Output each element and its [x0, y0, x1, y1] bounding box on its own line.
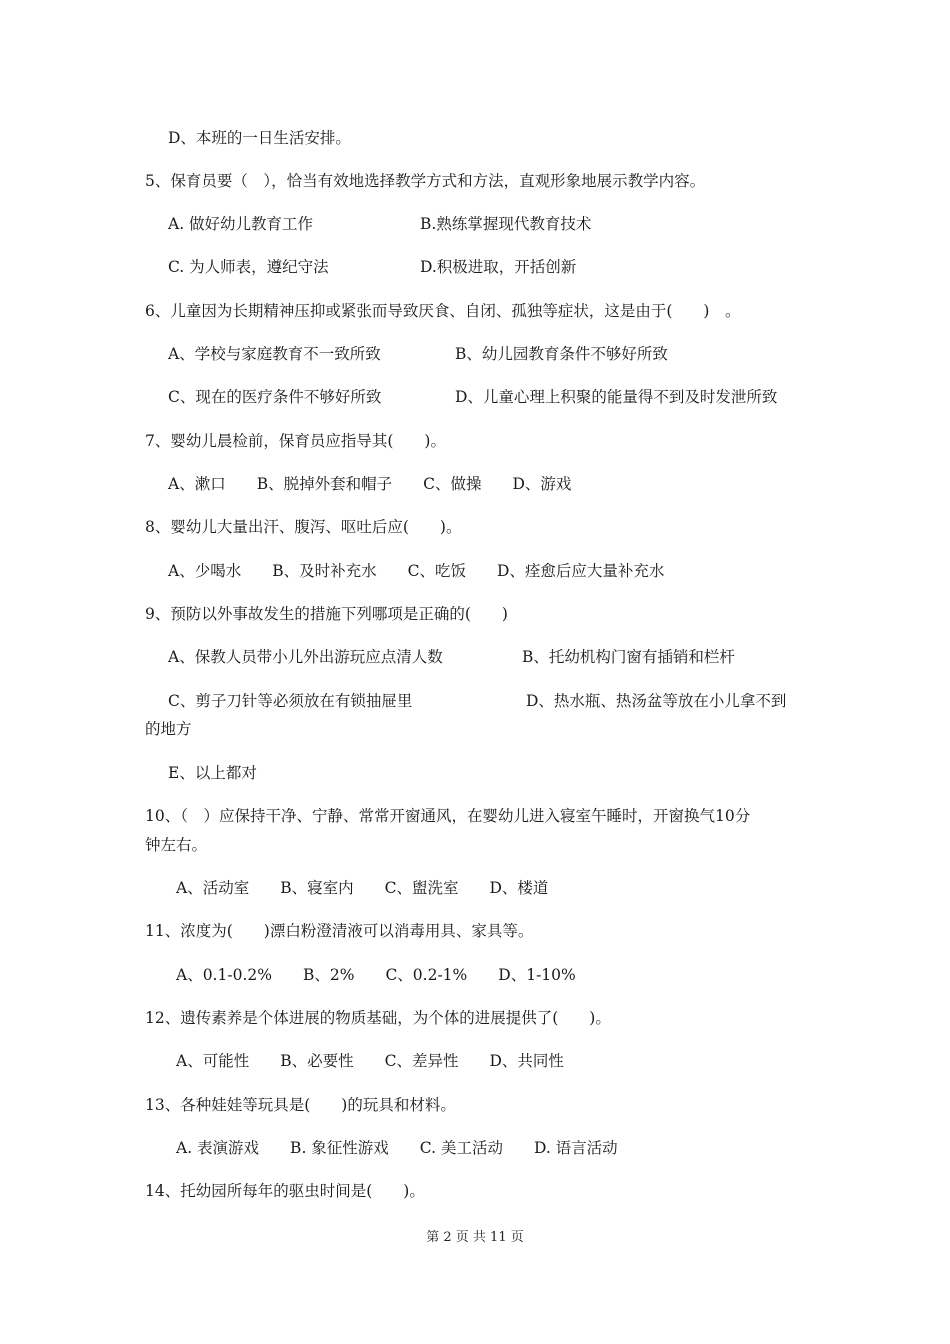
options-8: A、少喝水 B、及时补充水 C、吃饭 D、痊愈后应大量补充水	[168, 562, 665, 580]
option-9d-continued: 的地方	[145, 720, 192, 738]
question-8: 8、婴幼儿大量出汗、腹泻、呕吐后应( )。	[145, 518, 462, 536]
option-5b: B.熟练掌握现代教育技术	[420, 215, 592, 233]
question-12: 12、遗传素养是个体进展的物质基础，为个体的进展提供了( )。	[145, 1009, 611, 1027]
question-10-continued: 钟左右。	[145, 836, 208, 854]
option-6c: C、现在的医疗条件不够好所致	[168, 388, 382, 406]
page-footer: 第 2 页 共 11 页	[426, 1230, 524, 1245]
option-5c: C. 为人师表，遵纪守法	[168, 258, 329, 276]
option-6d: D、儿童心理上积聚的能量得不到及时发泄所致	[455, 388, 778, 406]
question-6: 6、儿童因为长期精神压抑或紧张而导致厌食、自闭、孤独等症状，这是由于( ) 。	[145, 302, 741, 320]
options-11: A、0.1-0.2% B、2% C、0.2-1% D、1-10%	[176, 966, 576, 984]
question-14: 14、托幼园所每年的驱虫时间是( )。	[145, 1182, 425, 1200]
options-7: A、漱口 B、脱掉外套和帽子 C、做操 D、游戏	[168, 475, 572, 493]
question-7: 7、婴幼儿晨检前，保育员应指导其( )。	[145, 432, 446, 450]
option-9b: B、托幼机构门窗有插销和栏杆	[522, 648, 735, 666]
option-9a: A、保教人员带小儿外出游玩应点清人数	[168, 648, 443, 666]
question-11: 11、浓度为( )漂白粉澄清液可以消毒用具、家具等。	[145, 922, 534, 940]
question-5: 5、保育员要（ ），恰当有效地选择教学方式和方法，直观形象地展示教学内容。	[145, 172, 706, 190]
option-9e: E、以上都对	[168, 764, 257, 782]
option-9c: C、剪子刀针等必须放在有锁抽屉里	[168, 692, 413, 710]
options-12: A、可能性 B、必要性 C、差异性 D、共同性	[176, 1052, 564, 1070]
option-5d: D.积极进取，开括创新	[420, 258, 577, 276]
options-10: A、活动室 B、寝室内 C、盥洗室 D、楼道	[176, 879, 549, 897]
option-4d: D、本班的一日生活安排。	[168, 129, 351, 147]
option-6a: A、学校与家庭教育不一致所致	[168, 345, 381, 363]
option-9d: D、热水瓶、热汤盆等放在小儿拿不到	[526, 692, 787, 710]
question-10: 10、（ ）应保持干净、宁静、常常开窗通风，在婴幼儿进入寝室午睡时，开窗换气10分	[145, 807, 751, 825]
options-13: A. 表演游戏 B. 象征性游戏 C. 美工活动 D. 语言活动	[176, 1139, 618, 1157]
question-9: 9、预防以外事故发生的措施下列哪项是正确的( )	[145, 605, 508, 623]
option-6b: B、幼儿园教育条件不够好所致	[455, 345, 668, 363]
option-5a: A. 做好幼儿教育工作	[168, 215, 314, 233]
question-13: 13、各种娃娃等玩具是( )的玩具和材料。	[145, 1096, 456, 1114]
